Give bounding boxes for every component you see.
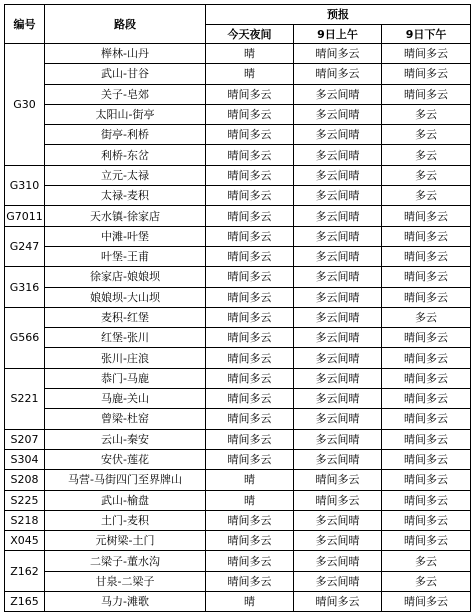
table-row — [5, 287, 471, 307]
table-row — [5, 510, 471, 530]
table-row — [5, 328, 471, 348]
pm9-forecast-cell: 多云 — [382, 145, 471, 165]
route-cell: 元树梁-土门 — [45, 531, 206, 551]
tonight-forecast-cell: 晴间多云 — [206, 246, 294, 266]
am9-forecast-cell: 多云间晴 — [294, 389, 382, 409]
pm9-forecast-cell: 晴间多云 — [382, 490, 471, 510]
header-period-tonight: 今天夜间 — [206, 25, 294, 44]
route-cell: 曾梁-杜窑 — [45, 409, 206, 429]
route-cell: 太阳山-街亭 — [45, 104, 206, 124]
pm9-forecast-cell: 多云 — [382, 551, 471, 571]
pm9-forecast-cell: 多云 — [382, 186, 471, 206]
road-code-cell: S304 — [5, 449, 45, 469]
pm9-forecast-cell: 多云 — [382, 307, 471, 327]
table-row — [5, 84, 471, 104]
road-code-cell: S225 — [5, 490, 45, 510]
table-row — [5, 125, 471, 145]
tonight-forecast-cell: 晴间多云 — [206, 348, 294, 368]
route-cell: 安伏-莲花 — [45, 449, 206, 469]
road-code-cell: G7011 — [5, 206, 45, 226]
table-row — [5, 490, 471, 510]
route-cell: 二梁子-董水沟 — [45, 551, 206, 571]
road-code-cell: G316 — [5, 267, 45, 308]
pm9-forecast-cell: 晴间多云 — [382, 348, 471, 368]
table-row — [5, 348, 471, 368]
pm9-forecast-cell: 晴间多云 — [382, 592, 471, 612]
forecast-table-container — [4, 4, 470, 612]
pm9-forecast-cell: 晴间多云 — [382, 206, 471, 226]
am9-forecast-cell: 多云间晴 — [294, 287, 382, 307]
tonight-forecast-cell: 晴间多云 — [206, 389, 294, 409]
am9-forecast-cell: 晴间多云 — [294, 592, 382, 612]
table-row — [5, 551, 471, 571]
tonight-forecast-cell: 晴间多云 — [206, 206, 294, 226]
tonight-forecast-cell: 晴间多云 — [206, 328, 294, 348]
route-cell: 红堡-张川 — [45, 328, 206, 348]
pm9-forecast-cell: 晴间多云 — [382, 328, 471, 348]
road-code-cell: S208 — [5, 470, 45, 490]
pm9-forecast-cell: 多云 — [382, 125, 471, 145]
table-row — [5, 104, 471, 124]
am9-forecast-cell: 多云间晴 — [294, 246, 382, 266]
tonight-forecast-cell: 晴间多云 — [206, 449, 294, 469]
table-row — [5, 165, 471, 185]
tonight-forecast-cell: 晴 — [206, 592, 294, 612]
header-route: 路段 — [45, 5, 206, 44]
header-row-top — [5, 5, 471, 25]
tonight-forecast-cell: 晴间多云 — [206, 409, 294, 429]
tonight-forecast-cell: 晴间多云 — [206, 287, 294, 307]
route-cell: 云山-秦安 — [45, 429, 206, 449]
road-code-cell: G566 — [5, 307, 45, 368]
table-row — [5, 470, 471, 490]
tonight-forecast-cell: 晴间多云 — [206, 531, 294, 551]
tonight-forecast-cell: 晴间多云 — [206, 125, 294, 145]
am9-forecast-cell: 多云间晴 — [294, 531, 382, 551]
am9-forecast-cell: 多云间晴 — [294, 571, 382, 591]
am9-forecast-cell: 多云间晴 — [294, 510, 382, 530]
pm9-forecast-cell: 晴间多云 — [382, 470, 471, 490]
table-row — [5, 571, 471, 591]
am9-forecast-cell: 多云间晴 — [294, 84, 382, 104]
route-cell: 武山-甘谷 — [45, 64, 206, 84]
pm9-forecast-cell: 晴间多云 — [382, 531, 471, 551]
table-row — [5, 145, 471, 165]
pm9-forecast-cell: 晴间多云 — [382, 44, 471, 64]
pm9-forecast-cell: 晴间多云 — [382, 64, 471, 84]
tonight-forecast-cell: 晴间多云 — [206, 186, 294, 206]
header-period-9am: 9日上午 — [294, 25, 382, 44]
table-row — [5, 206, 471, 226]
header-code: 编号 — [5, 5, 45, 44]
tonight-forecast-cell: 晴间多云 — [206, 307, 294, 327]
road-weather-forecast-table — [4, 4, 471, 612]
am9-forecast-cell: 多云间晴 — [294, 104, 382, 124]
tonight-forecast-cell: 晴间多云 — [206, 165, 294, 185]
pm9-forecast-cell: 晴间多云 — [382, 84, 471, 104]
header-forecast: 预报 — [206, 5, 471, 25]
tonight-forecast-cell: 晴间多云 — [206, 267, 294, 287]
route-cell: 甘泉-二梁子 — [45, 571, 206, 591]
pm9-forecast-cell: 晴间多云 — [382, 267, 471, 287]
pm9-forecast-cell: 晴间多云 — [382, 510, 471, 530]
table-row — [5, 44, 471, 64]
route-cell: 立元-太禄 — [45, 165, 206, 185]
am9-forecast-cell: 晴间多云 — [294, 64, 382, 84]
am9-forecast-cell: 多云间晴 — [294, 429, 382, 449]
header-period-9pm: 9日下午 — [382, 25, 471, 44]
road-code-cell: Z165 — [5, 592, 45, 612]
route-cell: 麦积-红堡 — [45, 307, 206, 327]
pm9-forecast-cell: 晴间多云 — [382, 389, 471, 409]
route-cell: 天水镇-徐家店 — [45, 206, 206, 226]
road-code-cell: G310 — [5, 165, 45, 206]
route-cell: 关子-皂郊 — [45, 84, 206, 104]
road-code-cell: S221 — [5, 368, 45, 429]
route-cell: 街亭-利桥 — [45, 125, 206, 145]
road-code-cell: G30 — [5, 44, 45, 166]
table-row — [5, 429, 471, 449]
table-row — [5, 409, 471, 429]
am9-forecast-cell: 晴间多云 — [294, 44, 382, 64]
tonight-forecast-cell: 晴间多云 — [206, 368, 294, 388]
tonight-forecast-cell: 晴 — [206, 490, 294, 510]
road-code-cell: S207 — [5, 429, 45, 449]
pm9-forecast-cell: 多云 — [382, 571, 471, 591]
route-cell: 徐家店-娘娘坝 — [45, 267, 206, 287]
tonight-forecast-cell: 晴间多云 — [206, 571, 294, 591]
table-row — [5, 592, 471, 612]
am9-forecast-cell: 多云间晴 — [294, 226, 382, 246]
tonight-forecast-cell: 晴间多云 — [206, 510, 294, 530]
am9-forecast-cell: 多云间晴 — [294, 186, 382, 206]
pm9-forecast-cell: 晴间多云 — [382, 246, 471, 266]
table-row — [5, 307, 471, 327]
tonight-forecast-cell: 晴 — [206, 470, 294, 490]
tonight-forecast-cell: 晴间多云 — [206, 104, 294, 124]
route-cell: 娘娘坝-大山坝 — [45, 287, 206, 307]
route-cell: 利桥-东岔 — [45, 145, 206, 165]
am9-forecast-cell: 多云间晴 — [294, 145, 382, 165]
route-cell: 马营-马街四门至界牌山 — [45, 470, 206, 490]
table-row — [5, 246, 471, 266]
table-row — [5, 186, 471, 206]
am9-forecast-cell: 多云间晴 — [294, 165, 382, 185]
tonight-forecast-cell: 晴间多云 — [206, 145, 294, 165]
route-cell: 叶堡-王甫 — [45, 246, 206, 266]
tonight-forecast-cell: 晴 — [206, 64, 294, 84]
pm9-forecast-cell: 多云 — [382, 104, 471, 124]
tonight-forecast-cell: 晴间多云 — [206, 226, 294, 246]
am9-forecast-cell: 多云间晴 — [294, 328, 382, 348]
route-cell: 中滩-叶堡 — [45, 226, 206, 246]
table-row — [5, 449, 471, 469]
am9-forecast-cell: 晴间多云 — [294, 470, 382, 490]
route-cell: 土门-麦积 — [45, 510, 206, 530]
am9-forecast-cell: 多云间晴 — [294, 449, 382, 469]
pm9-forecast-cell: 晴间多云 — [382, 449, 471, 469]
am9-forecast-cell: 多云间晴 — [294, 348, 382, 368]
am9-forecast-cell: 多云间晴 — [294, 368, 382, 388]
tonight-forecast-cell: 晴间多云 — [206, 429, 294, 449]
am9-forecast-cell: 多云间晴 — [294, 307, 382, 327]
route-cell: 恭门-马鹿 — [45, 368, 206, 388]
pm9-forecast-cell: 晴间多云 — [382, 287, 471, 307]
am9-forecast-cell: 多云间晴 — [294, 125, 382, 145]
pm9-forecast-cell: 多云 — [382, 165, 471, 185]
table-row — [5, 389, 471, 409]
tonight-forecast-cell: 晴间多云 — [206, 84, 294, 104]
pm9-forecast-cell: 晴间多云 — [382, 429, 471, 449]
pm9-forecast-cell: 晴间多云 — [382, 226, 471, 246]
am9-forecast-cell: 多云间晴 — [294, 409, 382, 429]
table-row — [5, 226, 471, 246]
road-code-cell: S218 — [5, 510, 45, 530]
route-cell: 马力-滩歌 — [45, 592, 206, 612]
am9-forecast-cell: 多云间晴 — [294, 206, 382, 226]
tonight-forecast-cell: 晴 — [206, 44, 294, 64]
road-code-cell: Z162 — [5, 551, 45, 592]
road-code-cell: X045 — [5, 531, 45, 551]
tonight-forecast-cell: 晴间多云 — [206, 551, 294, 571]
pm9-forecast-cell: 晴间多云 — [382, 409, 471, 429]
table-row — [5, 368, 471, 388]
route-cell: 榉林-山丹 — [45, 44, 206, 64]
route-cell: 武山-榆盘 — [45, 490, 206, 510]
forecast-body — [5, 44, 471, 612]
am9-forecast-cell: 多云间晴 — [294, 551, 382, 571]
am9-forecast-cell: 晴间多云 — [294, 490, 382, 510]
am9-forecast-cell: 多云间晴 — [294, 267, 382, 287]
table-row — [5, 64, 471, 84]
table-row — [5, 267, 471, 287]
route-cell: 张川-庄浪 — [45, 348, 206, 368]
route-cell: 马鹿-关山 — [45, 389, 206, 409]
route-cell: 太禄-麦积 — [45, 186, 206, 206]
table-row — [5, 531, 471, 551]
pm9-forecast-cell: 晴间多云 — [382, 368, 471, 388]
road-code-cell: G247 — [5, 226, 45, 267]
